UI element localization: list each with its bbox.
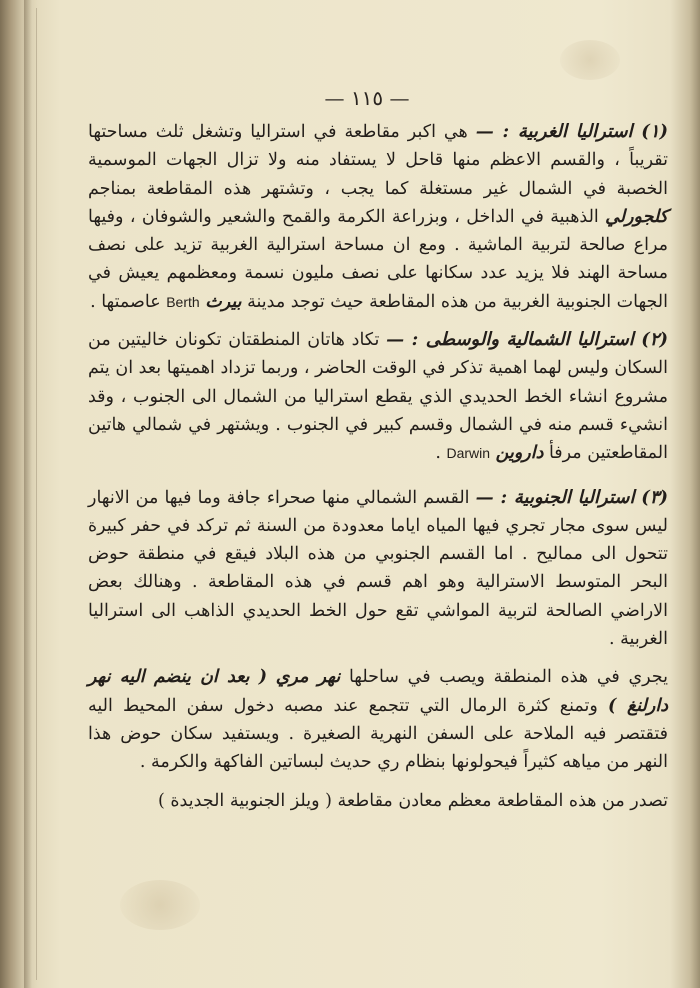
- port-name-latin: Darwin: [446, 445, 491, 462]
- paragraph-text: عاصمتها .: [90, 291, 161, 312]
- paragraph-text: .: [435, 443, 441, 464]
- paragraph-northern-central-australia: [88, 326, 668, 467]
- parenthetical-note: ( بعد ان ينضم اليه نهر دارلنغ ): [88, 667, 668, 716]
- city-name-latin: Berth: [166, 293, 200, 310]
- emphasis-text: كلجورلي: [605, 206, 668, 227]
- paragraph-south-australia: [88, 484, 668, 654]
- paragraph-text: تصدر من هذه المقاطعة معظم معادن مقاطعة ( ويلز الجنوبية الجديدة ): [158, 790, 668, 811]
- paragraph-western-australia: [88, 118, 668, 316]
- body-text: [88, 118, 668, 815]
- paragraph-text: وتمنع كثرة الرمال التي تتجمع عند مصبه دخول سفن المحيط اليه فتقتصر فيه الملاحة على السفن النهرية الصغيرة . ويستفيد سكان حوض هذا النهر من مياهه كثيراً فيحولونها بنظام ري حديث لبساتين الفاكهة والكرمة .: [88, 695, 668, 773]
- river-name: نهر مري: [275, 667, 341, 688]
- paragraph-murray-river: [88, 663, 668, 776]
- city-name: بيرث: [205, 291, 242, 312]
- paragraph-exports: [88, 787, 668, 815]
- paragraph-text: هي اكبر مقاطعة في استراليا وتشغل ثلث مساحتها تقريباً ، والقسم الاعظم منها قاحل لا يستفاد منه ولا تزال الجهات الموسمية الخصبة في الشمال غير مستغلة كما يجب ، وتشتهر هذه المقاطعة بمناجم: [88, 122, 668, 199]
- paragraph-text: القسم الشمالي منها صحراء جافة وما فيها من الانهار ليس سوى مجار تجري فيها المياه اياما معدودة من السنة ثم تركد في حفر كبيرة تتحول الى مماليح . اما القسم الجنوبي من هذه البلاد فيقع في منطقة حوض البحر المتوسط الاسترالية وهو اهم قسم في هذه المقاطعة . وهنالك بعض الاراضي الصالحة لتربية المواشي تقع حول الخط الحديدي الذاهب الى استراليا الغربية .: [88, 487, 668, 650]
- port-name: داروين: [495, 443, 544, 464]
- book-binding-shadow: [24, 0, 32, 988]
- section-heading: (٢) استراليا الشمالية والوسطى : —: [386, 329, 668, 351]
- paragraph-text: يجري في هذه المنطقة ويصب في ساحلها: [348, 667, 668, 688]
- paragraph-text: تكاد هاتان المنطقتان تكونان خاليتين من السكان وليس لهما اهمية تذكر في الوقت الحاضر ، وربما تزداد اهميتها بعد ان يتم مشروع انشاء الخط الحديدي الذي يقطع استراليا من الشمال الى الجنوب ، وقد انشيء قسم منه في الشمال وقسم كبير في الجنوب . ويشتهر في شمالي هاتين المقاطعتين مرفأ: [88, 330, 668, 464]
- section-heading: (٣) استراليا الجنوبية : —: [475, 486, 668, 508]
- page-number: — ١١٥ —: [324, 86, 410, 110]
- section-heading: (١) استراليا الغربية : —: [475, 121, 668, 142]
- paragraph-text: الذهبية في الداخل ، وبزراعة الكرمة والقمح والشعير والشوفان ، وفيها مراع صالحة لتربية الماشية . ومع ان مساحة استرالية الغربية تزيد على نصف مساحة الهند فلا يزيد عدد سكانها على نصف مليون نسمة ومعظمهم يعيش في الجهات الجنوبية الغربية من هذه المقاطعة حيث توجد مدينة: [88, 206, 668, 312]
